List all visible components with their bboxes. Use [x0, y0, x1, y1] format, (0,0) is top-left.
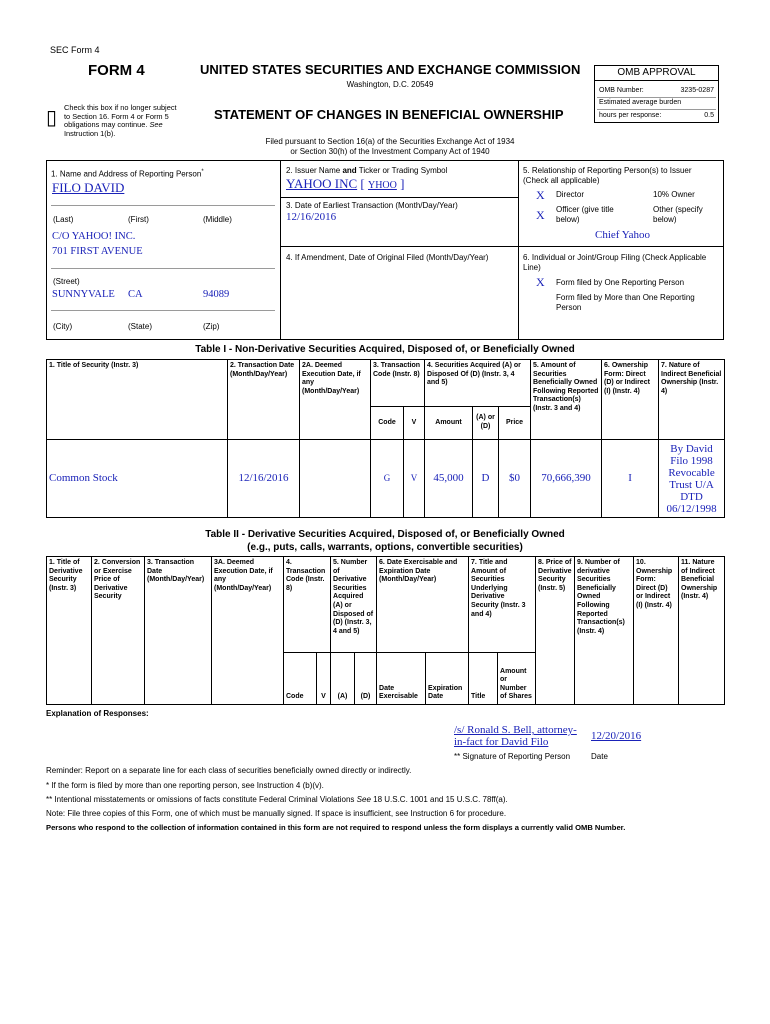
t2-v-header: V [317, 653, 331, 705]
last-label: (Last) [53, 215, 74, 224]
t2-h5: 5. Number of Derivative Securities Acquired (A) or Disposed of (D) (Instr. 3, 4 and 5) [331, 557, 377, 653]
omb-hours-label: hours per response: [599, 112, 662, 119]
omb-burden-label: Estimated average burden [599, 99, 682, 106]
t2-h7: 7. Title and Amount of Securities Underlying Derivative Security (Instr. 3 and 4) [469, 557, 536, 653]
omb-number-value: 3235-0287 [680, 87, 714, 94]
note-omb-number: Persons who respond to the collection of information contained in this form are not required to respond unless the form displays a currently valid OMB Number. [46, 823, 626, 832]
officer-title: Chief Yahoo [595, 229, 651, 241]
t2-h8: 8. Price of Derivative Security (Instr. 5) [536, 557, 575, 705]
t1-amount: 45,000 [433, 472, 464, 485]
t1-h6: 6. Ownership Form: Direct (D) or Indirect (I) (Instr. 4) [602, 360, 659, 440]
zip-label: (Zip) [203, 322, 220, 331]
commission-title: UNITED STATES SECURITIES AND EXCHANGE COMMISSION [200, 62, 581, 77]
ten-percent-owner-label: 10% Owner [653, 190, 695, 199]
t2-a-header: (A) [331, 653, 355, 705]
t2-amount-shares-header: Amount or Number of Shares [498, 653, 536, 705]
t1-amount-owned: 70,666,390 [541, 472, 591, 485]
omb-hours-value: 0.5 [704, 112, 714, 119]
t2-h3: 3. Transaction Date (Month/Day/Year) [145, 557, 212, 705]
t1-ownership-form: I [628, 472, 632, 485]
city-label: (City) [53, 322, 73, 331]
t1-price: $0 [509, 472, 521, 485]
signature-label: ** Signature of Reporting Person [454, 752, 571, 761]
director-label: Director [556, 190, 585, 199]
omb-title: OMB APPROVAL [595, 66, 718, 81]
t2-h9: 9. Number of derivative Securities Beneficially Owned Following Reported Transaction(s) (Instr. 4) [575, 557, 634, 705]
t1-v: V [410, 473, 418, 484]
t2-d-header: (D) [355, 653, 377, 705]
officer-label: Officer (give title below) [556, 205, 614, 224]
table2 [46, 556, 725, 705]
no-longer-subject-checkbox[interactable]: ▯ [46, 107, 58, 129]
signature: /s/ Ronald S. Bell, attorney-in-fact for David Filo [454, 724, 577, 748]
issuer-name-text: YAHOO INC [286, 176, 358, 191]
t1-amount-header: Amount [425, 407, 473, 440]
t1-h4: 4. Securities Acquired (A) or Disposed Of (D) (Instr. 3, 4 and 5) [425, 360, 531, 407]
t2-h2: 2. Conversion or Exercise Price of Derivative Security [92, 557, 145, 705]
box6-label: 6. Individual or Joint/Group Filing (Check Applicable Line) [523, 253, 707, 272]
t2-h10: 10. Ownership Form: Direct (D) or Indirect (I) (Instr. 4) [634, 557, 679, 705]
table2-title: Table II - Derivative Securities Acquired, Disposed of, or Beneficially Owned (e.g., puts, calls, warrants, options, convertible securities) [205, 529, 565, 553]
note-misstatements: ** Intentional misstatements or omissions of facts constitute Federal Criminal Violations See 18 U.S.C. 1001 and 15 U.S.C. 78ff(a). [46, 795, 508, 804]
box5-label: 5. Relationship of Reporting Person(s) to Issuer (Check all applicable) [523, 166, 692, 185]
box3-label: 3. Date of Earliest Transaction (Month/Day/Year) [286, 201, 458, 210]
t1-h2: 2. Transaction Date (Month/Day/Year) [228, 360, 300, 440]
note-file-copies: Note: File three copies of this Form, one of which must be manually signed. If space is insufficient, see Instruction 6 for procedure. [46, 809, 507, 818]
omb-number-label: OMB Number: [599, 87, 644, 94]
sec-form-label: SEC Form 4 [50, 45, 100, 55]
t1-h5: 5. Amount of Securities Beneficially Owned Following Reported Transaction(s) (Instr. 3 and 4) [531, 360, 602, 440]
table1-title: Table I - Non-Derivative Securities Acquired, Disposed of, or Beneficially Owned [195, 344, 575, 355]
t1-aord: D [481, 472, 490, 485]
address-line2: 701 FIRST AVENUE [52, 246, 143, 257]
checkbox-text: Check this box if no longer subject to Section 16. Form 4 or Form 5 obligations may continue. See Instruction 1(b). [64, 103, 177, 138]
form-title: FORM 4 [88, 62, 145, 79]
filed-pursuant: Filed pursuant to Section 16(a) of the Securities Exchange Act of 1934 or Section 30(h) of the Investment Company Act of 1940 [265, 137, 515, 156]
first-label: (First) [128, 215, 149, 224]
t2-h4: 4. Transaction Code (Instr. 8) [284, 557, 331, 653]
street-label: (Street) [53, 277, 80, 286]
table1 [46, 359, 725, 518]
other-label: Other (specify below) [653, 205, 703, 224]
statement-title: STATEMENT OF CHANGES IN BENEFICIAL OWNERSHIP [214, 107, 564, 122]
note-multiple-persons: * If the form is filed by more than one reporting person, see Instruction 4 (b)(v). [46, 781, 324, 790]
one-reporting-person-label: Form filed by One Reporting Person [556, 278, 685, 287]
t1-h2a: 2A. Deemed Execution Date, if any (Month/Day/Year) [300, 360, 371, 440]
one-reporting-person-mark: X [536, 275, 545, 289]
t2-code-header: Code [284, 653, 317, 705]
t1-h7: 7. Nature of Indirect Beneficial Ownership (Instr. 4) [659, 360, 725, 440]
issuer-name: YAHOO INC [ YHOO ] [286, 176, 405, 191]
middle-label: (Middle) [203, 215, 232, 224]
t2-h6: 6. Date Exercisable and Expiration Date (Month/Day/Year) [377, 557, 469, 653]
t1-price-header: Price [499, 407, 531, 440]
t1-deemed-date [300, 440, 371, 518]
t2-h1: 1. Title of Derivative Security (Instr. 3) [47, 557, 92, 705]
earliest-transaction-date: 12/16/2016 [286, 211, 337, 223]
state-value: CA [128, 289, 143, 300]
box2-label: 2. Issuer Name and Ticker or Trading Symbol [286, 166, 448, 175]
t2-h3a: 3A. Deemed Execution Date, if any (Month/Day/Year) [212, 557, 284, 705]
ticker-symbol: YHOO [367, 180, 397, 191]
t2-title-header: Title [469, 653, 498, 705]
box1-label: 1. Name and Address of Reporting Person* [51, 169, 204, 179]
signature-date: 12/20/2016 [591, 730, 642, 742]
t1-code: G [383, 473, 391, 484]
state-label: (State) [128, 322, 153, 331]
t2-expiration-header: Expiration Date [426, 653, 469, 705]
omb-approval-box [594, 65, 719, 123]
t1-transaction-date: 12/16/2016 [238, 472, 289, 485]
zip-value: 94089 [203, 289, 230, 300]
t1-code-header: Code [371, 407, 404, 440]
box4-label: 4. If Amendment, Date of Original Filed (Month/Day/Year) [286, 253, 489, 262]
director-mark: X [536, 188, 545, 202]
commission-address: Washington, D.C. 20549 [346, 80, 434, 89]
t1-security-title: Common Stock [49, 472, 118, 485]
t1-h1: 1. Title of Security (Instr. 3) [47, 360, 228, 440]
more-reporting-persons-label: Form filed by More than One Reporting Person [556, 293, 695, 312]
officer-mark: X [536, 208, 545, 222]
address-line1: C/O YAHOO! INC. [52, 231, 136, 242]
explanation-label: Explanation of Responses: [46, 709, 149, 718]
t1-v-header: V [404, 407, 425, 440]
reporting-person-name: FILO DAVID [52, 180, 125, 195]
t2-date-exercisable-header: Date Exercisable [377, 653, 426, 705]
reminder: Reminder: Report on a separate line for each class of securities beneficially owned directly or indirectly. [46, 766, 412, 775]
t1-aord-header: (A) or (D) [473, 407, 499, 440]
t2-h11: 11. Nature of Indirect Beneficial Ownership (Instr. 4) [679, 557, 725, 705]
t1-nature-of-ownership: By David Filo 1998 Revocable Trust U/A DTD 06/12/1998 [666, 442, 717, 515]
table-row [47, 440, 725, 518]
date-label: Date [591, 752, 608, 761]
city-value: SUNNYVALE [52, 289, 115, 300]
t1-h3: 3. Transaction Code (Instr. 8) [371, 360, 425, 407]
